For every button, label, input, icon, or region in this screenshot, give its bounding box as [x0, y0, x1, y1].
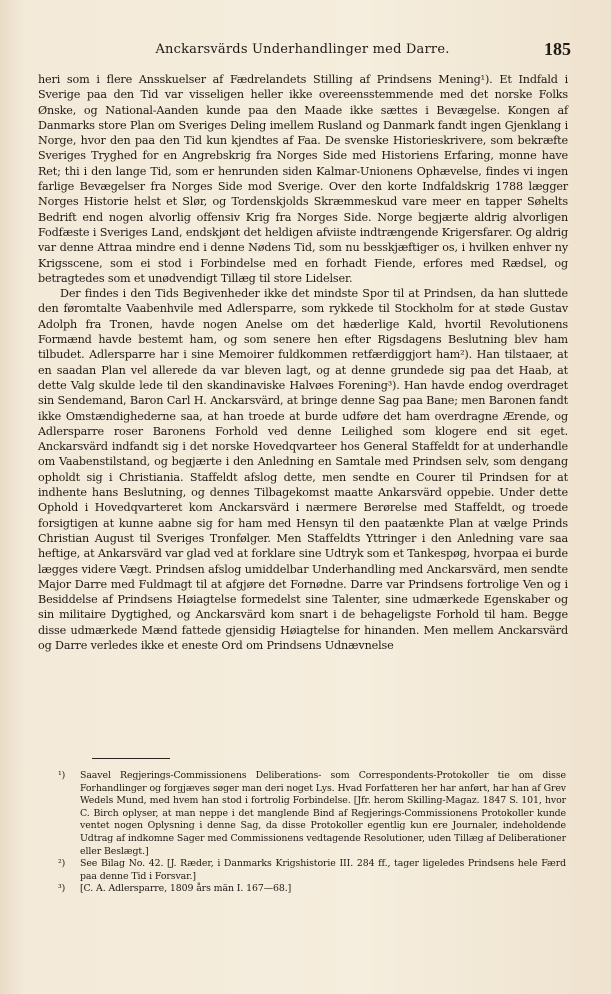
- footnote-text: Saavel Regjerings-Commissionens Deliberations- som Correspondents-Protokoller tie om disse Forhandlinger og forgjæves søger man deri noget Lys. Hvad Forfatteren her har anført, har han af Grev Wedels Mund, med hvem han stod i fortrolig Forbindelse. [Jfr. herom Skilling-Magaz. 1847 S. 101, hvor C. Birch oplyser, at man neppe i det manglende Bind af Regjerings-Commissionens Protokoller kunde ventet nogen Oplysning i denne Sag, da disse Protokoller egentlig kun ere Journaler, indeholdende Udtrag af indkomne Sager med Commissionens vedtagende Resolutioner, uden Tillæg af Deliberationer eller Beslægt.]: [80, 770, 566, 857]
- footnotes: [58, 770, 566, 896]
- footnote-text: [C. A. Adlersparre, 1809 års män I. 167—68.]: [80, 883, 292, 895]
- main-text: [38, 72, 568, 653]
- page-header: [34, 39, 571, 64]
- paragraph: Der findes i den Tids Begivenheder ikke det mindste Spor til at Prindsen, da han sluttede den føromtalte Vaabenhvile med Adlersparre, som rykkede til Stockholm for at støde Gustav Adolph fra Tronen, havde nogen Anelse om det hæderlige Kald, hvortil Revolutionens Formænd havde bestemt ham, og som senere hen efter Rigsdagens Beslutning blev ham tilbudet. Adlersparre har i sine Memoirer fuldkommen retfærdiggjort ham²). Han tilstaaer, at en saadan Plan vel allerede da var bleven lagt, og at denne grundede sig paa det Haab, at dette Valg skulde lede til den skandinaviske Halvøes Forening³). Han havde endog overdraget sin Sendemand, Baron Carl H. Anckarsvärd, at bringe denne Sag paa Bane; men Baronen fandt ikke Omstændighederne saa, at han troede at burde udføre det ham overdragne Ærende, og Adlersparre roser Baronens Forhold ved denne Leilighed som klogere end sit eget. Anckarsvärd indfandt sig i det norske Hovedqvarteer hos General Staffeldt for at underhandle om Vaabenstilstand, og begjærte i den Anledning en Samtale med Prindsen selv, som dengang opholdt sig i Christiania. Staffeldt afslog dette, men sendte en Courer til Prindsen for at indhente hans Beslutning, og dennes Tilbagekomst maatte Ankarsvärd oppebie. Under dette Ophold i Hovedqvarteret kom Anckarsvärd i nærmere Berørelse med Staffeldt, og troede forsigtigen at kunne aabne sig for ham med Hensyn til den paatænkte Plan at vælge Prinds Christian August til Sveriges Tronfølger. Men Staffeldts Yttringer i den Anledning vare saa heftige, at Ankarsvärd var glad ved at forklare sine Udtryk som et Tankespøg, hvorpaa ei burde lægges videre Vægt. Prindsen afslog umiddelbar Underhandling med Anckarsvärd, men sendte Major Darre med Fuldmagt til at afgjøre det Fornødne. Darre var Prindsens fortrolige Ven og i Besiddelse af Prindsens Høiagtelse formedelst sine Talenter, sine udmærkede Egenskaber og sin militaire Dygtighed, og Anckarsvärd kom snart i de behageligste Forhold til ham. Begge disse udmærkede Mænd fattede gjensidig Høiagtelse for hinanden. Men mellem Anckarsvärd og Darre verledes ikke et eneste Ord om Prindsens Udnævnelse: [38, 287, 568, 652]
- paragraph: heri som i flere Ansskuelser af Fædrelandets Stilling af Prindsens Mening¹). Et Indfald i Sverige paa den Tid var visseligen heller ikke overeensstemmende med det norske Folks Ønske, og National-Aanden kunde paa den Maade ikke sættes i Bevægelse. Kongen af Danmarks store Plan om Sveriges Deling imellem Rusland og Danmark fandt ingen Gjenklang i Norge, hvor den paa den Tid kun kjendtes af Faa. De svenske Historieskrivere, som bekræfte Sveriges Tryghed for en Angrebskrig fra Norges Side med Historiens Erfaring, monne have Ret; thi i den lange Tid, som er henrunden siden Kalmar-Unionens Ophævelse, findes vi ingen farlige Bevægelser fra Norges Side mod Sverige. Over den korte Indfaldskrig 1788 lægger Norges Historie helst et Slør, og Tordenskjolds Skræmmeskud vare meer en tapper Søhelts Bedrift end nogen alvorlig offensiv Krig fra Norges Side. Norge begjærte aldrig alvorligen Fodfæste i Sveriges Land, endskjønt det heldigen afviiste indtrængende Krigersfarer. Og aldrig var denne Attraa mindre end i denne Nødens Tid, som nu besskjæftiger os, i hvilken enhver ny Krigsscene, som ei stod i Forbindelse med en forhadt Fiende, erfores med Rædsel, og betragtedes som et unødvendigt Tillæg til store Lidelser.: [38, 73, 568, 285]
- footnote-marker: ²): [58, 858, 66, 870]
- footnote-marker: ¹): [58, 770, 66, 781]
- footnote: [58, 858, 566, 883]
- footnote-divider: [92, 758, 170, 759]
- footnote-marker: ³): [58, 883, 66, 895]
- footnote: [58, 770, 566, 858]
- footnote-text: See Bilag No. 42. [J. Ræder, i Danmarks Krigshistorie III. 284 ff., tager ligeledes Prindsens hele Færd paa denne Tid i Forsvar.]: [80, 858, 566, 882]
- running-title: Anckarsvärds Underhandlinger med Darre.: [155, 42, 450, 57]
- footnote: [58, 883, 566, 896]
- page-number: 185: [544, 39, 571, 59]
